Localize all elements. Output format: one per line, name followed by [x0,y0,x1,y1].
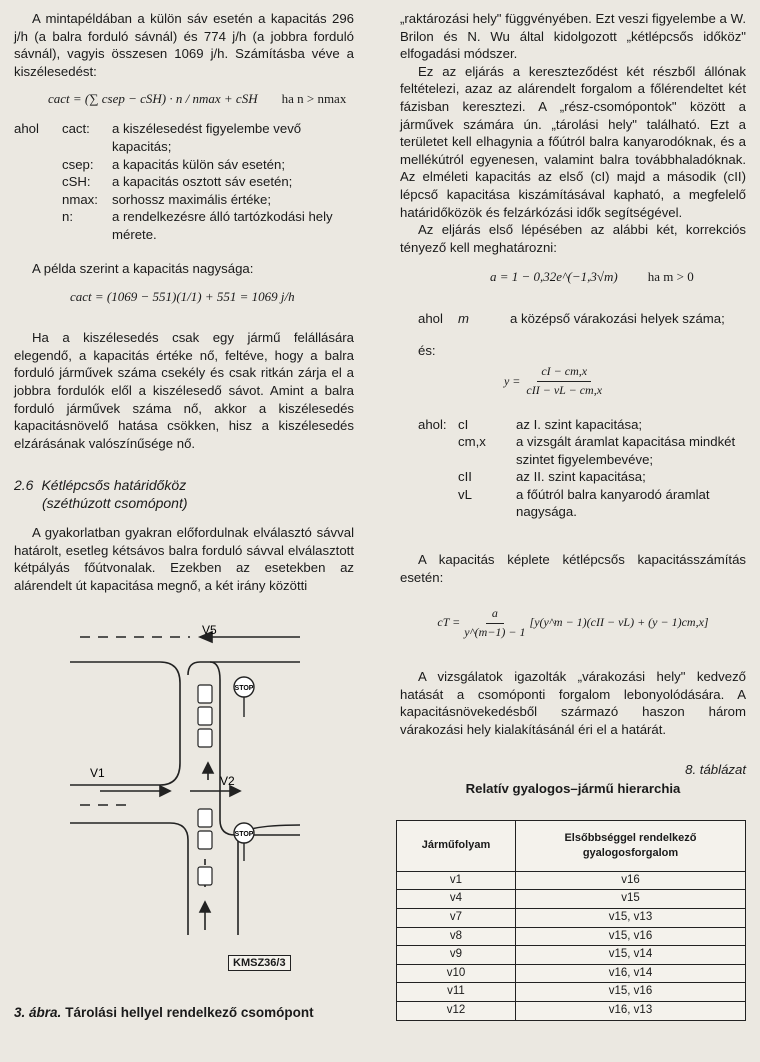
es-label: és: [418,342,436,358]
v2-label: V2 [220,774,235,788]
table-row [397,1001,746,1020]
definition-text: a kapacitás külön sáv esetén; [112,156,286,172]
section-heading [14,476,354,512]
definition-intro: ahol: [418,416,447,432]
formula-example: cact = (1069 − 551)(1/1) + 551 = 1069 j/h [70,289,295,305]
section-subtitle: (széthúzott csomópont) [42,495,188,512]
paragraph: Az eljárás első lépésében az alábbi két, korrekciós tényező kell meghatározni: [400,222,746,255]
formula-numerator: cI − cm,x [537,363,591,382]
definition-symbol: nmax: [62,191,98,207]
formula-condition: ha m > 0 [647,268,694,284]
figure-caption [14,1004,354,1022]
formula-denominator: y^(m−1) − 1 [464,624,526,639]
section-title: Kétlépcsős határidőköz [41,477,187,494]
definition-text: az II. szint kapacitása; [516,469,646,485]
hierarchy-table [396,820,746,1021]
definition-symbol: cSH: [62,174,91,190]
definition-text: az I. szint kapacitása; [516,416,643,432]
formula-ct [400,596,746,650]
stop-sign-icon [234,823,254,861]
figure-caption-number: 3. ábra. [14,1005,62,1020]
table-cell: v11 [397,983,516,1002]
table-cell: v1 [397,871,516,890]
definition-list [14,120,354,243]
definition-text: a főútról balra kanyarodó áramlat nagysága. [516,486,710,520]
table-cell: v15, v14 [516,946,746,965]
definition-symbol: cI [458,416,469,432]
table-cell: v15, v16 [516,983,746,1002]
figure-caption-text: Tárolási hellyel rendelkező csomópont [65,1005,314,1020]
table-cell: v9 [397,946,516,965]
formula-lhs: y = [503,373,521,388]
formula-lhs: cT = [437,615,461,630]
definition-symbol: csep: [62,156,94,172]
definition-text: a középső várakozási helyek száma; [510,311,725,327]
definition-intro: ahol [14,121,39,137]
definition-text: a rendelkezésre álló tartózkodási hely mérete. [112,209,333,242]
definition-symbol: n: [62,209,73,225]
section-number: 2.6 [14,477,34,494]
definition-list [400,416,746,522]
formula-y [360,360,746,404]
table-cell: v16 [516,871,746,890]
definition-symbol: cm,x [458,434,486,450]
v5-label: V5 [202,625,217,637]
formula-condition: ha n > nmax [281,90,347,106]
definition-m [400,310,746,328]
table-row [397,871,746,890]
table-cell: v15, v16 [516,927,746,946]
definition-symbol: cII [458,469,472,485]
paragraph: „raktározási hely" függvényében. Ezt veszi figyelembe a W. Brilon és N. Wu által kidolgozott „kétlépcsős időköz" elfogadási módszer. [400,11,746,62]
table-cell: v15, v13 [516,909,746,928]
table-cell: v16, v13 [516,1001,746,1020]
stop-label: STOP [234,831,254,838]
definition-symbol: vL [458,486,472,502]
definition-intro: ahol [418,311,443,327]
formula-denominator: cII − vL − cm,x [526,383,603,397]
intersection-diagram [60,625,350,965]
paragraph: Ha a kiszélesedés csak egy jármű felállására elegendő, a kapacitás értéke nő, feltéve, hogy a balra forduló járművek száma csekély és csak ritkán zárja el a jobbra fordulók elől a kiszélesedő sávot. Amint a balra forduló járművek száma nő, akkor a kiszélesedés kapacitásnövelő hatása csökken, hisz a kiszélesedés elzárásának valószínűsége nő. [14,330,354,451]
table-caption: 8. táblázat [685,761,746,777]
paragraph: Ez az eljárás a kereszteződést két részből állónak feltételezi, azaz az alárendelt forgalom a főlérendeltet két fázisban keresztezi. A „rész-csomópontok" között a járművek számára ún. „tárolási hely" található. Ezt a területet kell elhagynia a főútról balra kanyarodóknak, és a mellékútról egyenesen, valamint balra továbbhaladóknak. Az elméleti kapacitás az első (cI) majd a második (cII) lépcső kapacitása kiszámításával kapható, a megfelelő határidőközök és felzárkózási idők segítségével. [400,63,746,220]
table-row [397,946,746,965]
stop-label: STOP [234,685,254,692]
table-header: Járműfolyam [397,820,516,871]
table-title: Relatív gyalogos–jármű hierarchia [465,781,681,797]
left-column [14,10,354,595]
stop-sign-icon [234,677,254,717]
formula-text: a = 1 − 0,32e^(−1,3√m) [490,268,618,284]
definition-text: sorhossz maximális értéke; [112,191,272,207]
paragraph: A kapacitás képlete kétlépcsős kapacitásszámítás esetén: [400,552,746,585]
table-cell: v16, v14 [516,964,746,983]
paragraph: A gyakorlatban gyakran előfordulnak elválasztó sávval határolt, esetleg kétsávos balra forduló sávval elválasztott kétpályás főútvonalak. Ezekben az esetekben az alárendelt út kapacitása megnő, a két irány közötti [14,525,354,594]
table-header: Elsőbbséggel rendelkező gyalogosforgalom [516,820,746,871]
formula-rhs: [y(y^m − 1)(cII − vL) + (y − 1)cm,x] [529,615,709,630]
definition-symbol: m [458,311,469,327]
formula-a [490,256,746,296]
paragraph: A vizsgálatok igazolták „várakozási hely" kedvező hatását a csomóponti forgalom lebonyolódására. A kapacitásnövekedésből származó haszon három várakozási hely kialakításánál éri el a határát. [400,669,746,738]
definition-text: a vizsgált áramlat kapacitása mindkét szintet figyelembevéve; [516,434,736,467]
formula-cact [48,80,354,116]
v1-label: V1 [90,766,105,780]
paragraph: A mintapéldában a külön sáv esetén a kapacitás 296 j/h (a balra forduló sávnál) és 774 j/h (a jobbra forduló sávnál), vagyis összesen 1069 j/h. Számításba véve a kiszélesedést: [14,11,354,79]
table-row [397,890,746,909]
table-cell: v12 [397,1001,516,1020]
table-row [397,964,746,983]
formula-text: cact = (∑ csep − cSH) · n / nmax + cSH [48,90,258,106]
table-cell: v15 [516,890,746,909]
paragraph: A példa szerint a kapacitás nagysága: [32,260,254,276]
table-row [397,909,746,928]
table-cell: v8 [397,927,516,946]
figure-code: KMSZ36/3 [228,955,291,971]
right-column [400,10,746,1021]
table-row [397,983,746,1002]
definition-symbol: cact: [62,121,90,137]
definition-text: a kapacitás osztott sáv esetén; [112,174,293,190]
formula-numerator: a [486,605,504,624]
table-cell: v10 [397,964,516,983]
table-cell: v4 [397,890,516,909]
definition-text: a kiszélesedést figyelembe vevő kapacitás; [112,121,302,154]
table-row [397,927,746,946]
table-cell: v7 [397,909,516,928]
